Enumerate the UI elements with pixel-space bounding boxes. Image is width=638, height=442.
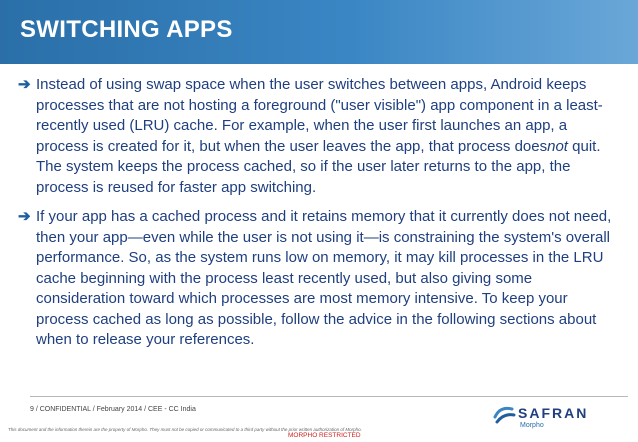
- arrow-right-icon: ➔: [18, 208, 31, 225]
- slide-title: SWITCHING APPS: [20, 16, 233, 43]
- footer-disclaimer: This document and the information therein are the property of Morpho. They must not be copied or communicated to a third party without the prior written authorization of Morpho.: [8, 427, 362, 432]
- restricted-label: MORPHO RESTRICTED: [288, 432, 361, 439]
- bullet-text-part: Instead of using swap space when the user switches between apps, Android keeps processes that are not hosting a foreground ("user visible") app component in a least-recently used (LRU) cache. For example, when the user first launches an app, a process is created for it, but when the user leaves the app, that process does: [36, 76, 603, 155]
- title-bar: [0, 0, 638, 64]
- brand-name: SAFRAN: [518, 405, 589, 421]
- footer-page-info: 9 / CONFIDENTIAL / February 2014 / CEE - CC India: [30, 406, 196, 413]
- bullet-text-part: quit. The system keeps the process cached, so if the user later returns to the app, the process is reused for faster app switching.: [36, 137, 601, 196]
- footer-divider: [30, 396, 628, 397]
- arrow-right-icon: ➔: [18, 76, 31, 93]
- bullet-text: If your app has a cached process and it retains memory that it currently does not need, then your app—even while the user is not using it—is constraining the system's overall performance. So, as the system runs low on memory, it may kill processes in the LRU cache beginning with the process least recently used, but also giving some consideration toward which processes are most memory intensive. To keep your process cached as long as possible, follow the advice in the following sections about when to release your references.: [36, 208, 612, 348]
- bullet-item: [18, 207, 620, 351]
- bullet-text: [36, 75, 620, 198]
- bullet-item: [18, 75, 620, 198]
- bullet-list: [18, 75, 620, 360]
- bullet-emphasis: not: [547, 137, 568, 155]
- brand-subname: Morpho: [520, 422, 544, 429]
- safran-logo-icon: [492, 402, 516, 426]
